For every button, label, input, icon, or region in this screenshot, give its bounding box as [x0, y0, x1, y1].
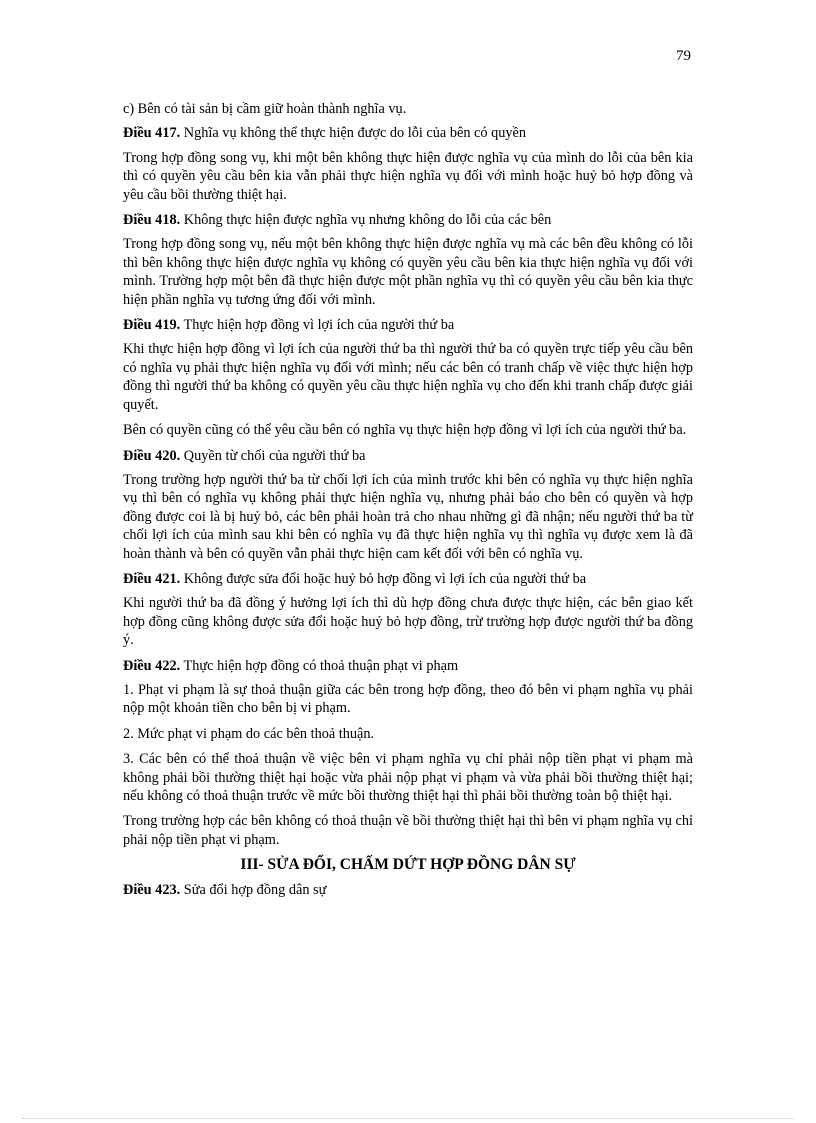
paragraph: 3. Các bên có thể thoả thuận về việc bên vi phạm nghĩa vụ chỉ phải nộp tiền phạt vi phạm mà không phải bồi thường thiệt hại hoặc vừa phải nộp phạt vi phạm và vừa phải bồi thường thiệt hại; nếu không có thoả thuận trước về mức bồi thường thiệt hại thì phải bồi thường toàn bộ thiệt hại. [123, 751, 693, 804]
article-number: Điều 419. [123, 317, 181, 334]
article-heading [123, 211, 693, 229]
page-bottom-divider [22, 1118, 794, 1119]
article-title: Nghĩa vụ không thể thực hiện được do lỗi của bên có quyền [183, 125, 527, 142]
paragraph: Khi người thứ ba đã đồng ý hưởng lợi ích thì dù hợp đồng chưa được thực hiện, các bên giao kết hợp đồng cũng không được sửa đổi hoặc huỷ bỏ hợp đồng, trừ trường hợp được người thứ ba đồng ý. [123, 595, 693, 649]
article-number: Điều 418. [123, 212, 181, 229]
article-heading [123, 447, 693, 465]
article-number: Điều 417. [123, 125, 181, 142]
article-heading [123, 657, 693, 675]
paragraph: Bên có quyền cũng có thể yêu cầu bên có nghĩa vụ thực hiện hợp đồng vì lợi ích của người thứ ba. [123, 422, 687, 439]
paragraph: Trong trường hợp người thứ ba từ chối lợi ích của mình trước khi bên có nghĩa vụ thực hiện nghĩa vụ thì bên có nghĩa vụ không phải thực hiện nghĩa vụ, nhưng phải báo cho bên có quyền và hợp đồng được coi là bị huỷ bỏ, các bên phải hoàn trả cho nhau những gì đã nhận; nếu người thứ ba từ chối lợi ích của mình sau khi bên có nghĩa vụ đã thực hiện nghĩa vụ thì nghĩa vụ được xem là đã hoàn thành và bên có quyền vẫn phải thực hiện cam kết đối với bên có nghĩa vụ. [123, 471, 693, 562]
paragraph: Trong trường hợp các bên không có thoả thuận về bồi thường thiệt hại thì bên vi phạm nghĩa vụ chỉ phải nộp tiền phạt vi phạm. [123, 813, 693, 848]
article-title: Sửa đổi hợp đồng dân sự [183, 881, 327, 898]
paragraph: Trong hợp đồng song vụ, nếu một bên không thực hiện được nghĩa vụ mà các bên đều không có lỗi thì bên không thực hiện được nghĩa vụ không có quyền yêu cầu bên kia thực hiện nghĩa vụ đối với mình. Trường hợp một bên đã thực hiện được một phần nghĩa vụ thì có quyền yêu cầu bên kia thực hiện phần nghĩa vụ tương ứng đối với mình. [123, 236, 693, 308]
article-heading [123, 316, 693, 334]
article-number: Điều 421. [123, 570, 181, 587]
page-number: 79 [676, 48, 691, 64]
paragraph: Khi thực hiện hợp đồng vì lợi ích của người thứ ba thì người thứ ba có quyền trực tiếp yêu cầu bên có nghĩa vụ phải thực hiện nghĩa vụ đối với mình; nếu các bên có tranh chấp về việc thực hiện hợp đồng thì người thứ ba không có quyền yêu cầu thực hiện nghĩa vụ cho đến khi tranh chấp được giải quyết. [123, 341, 693, 413]
paragraph: Trong hợp đồng song vụ, khi một bên không thực hiện được nghĩa vụ của mình do lỗi của bên kia thì có quyền yêu cầu bên kia vẫn phải thực hiện nghĩa vụ đối với mình hoặc huỷ bỏ hợp đồng và yêu cầu bồi thường thiệt hại. [123, 149, 693, 203]
article-title: Không thực hiện được nghĩa vụ nhưng không do lỗi của các bên [183, 212, 552, 229]
document-body [123, 100, 693, 905]
article-number: Điều 420. [123, 447, 181, 464]
article-heading [123, 881, 693, 899]
section-heading: III- SỬA ĐỔI, CHẤM DỨT HỢP ĐỒNG DÂN SỰ [240, 856, 576, 874]
article-number: Điều 423. [123, 881, 181, 898]
article-number: Điều 422. [123, 657, 181, 674]
article-heading [123, 570, 693, 588]
paragraph: c) Bên có tài sản bị cầm giữ hoàn thành nghĩa vụ. [123, 101, 407, 117]
article-title: Không được sửa đổi hoặc huỷ bỏ hợp đồng vì lợi ích của người thứ ba [183, 570, 587, 587]
article-heading [123, 124, 693, 142]
paragraph: 1. Phạt vi phạm là sự thoả thuận giữa các bên trong hợp đồng, theo đó bên vi phạm nghĩa vụ phải nộp một khoản tiền cho bên bị vi phạm. [123, 681, 693, 717]
paragraph: 2. Mức phạt vi phạm do các bên thoả thuận. [123, 725, 375, 742]
article-title: Thực hiện hợp đồng có thoả thuận phạt vi phạm [183, 657, 459, 674]
article-title: Thực hiện hợp đồng vì lợi ích của người thứ ba [183, 317, 455, 334]
article-title: Quyền từ chối của người thứ ba [183, 447, 366, 464]
